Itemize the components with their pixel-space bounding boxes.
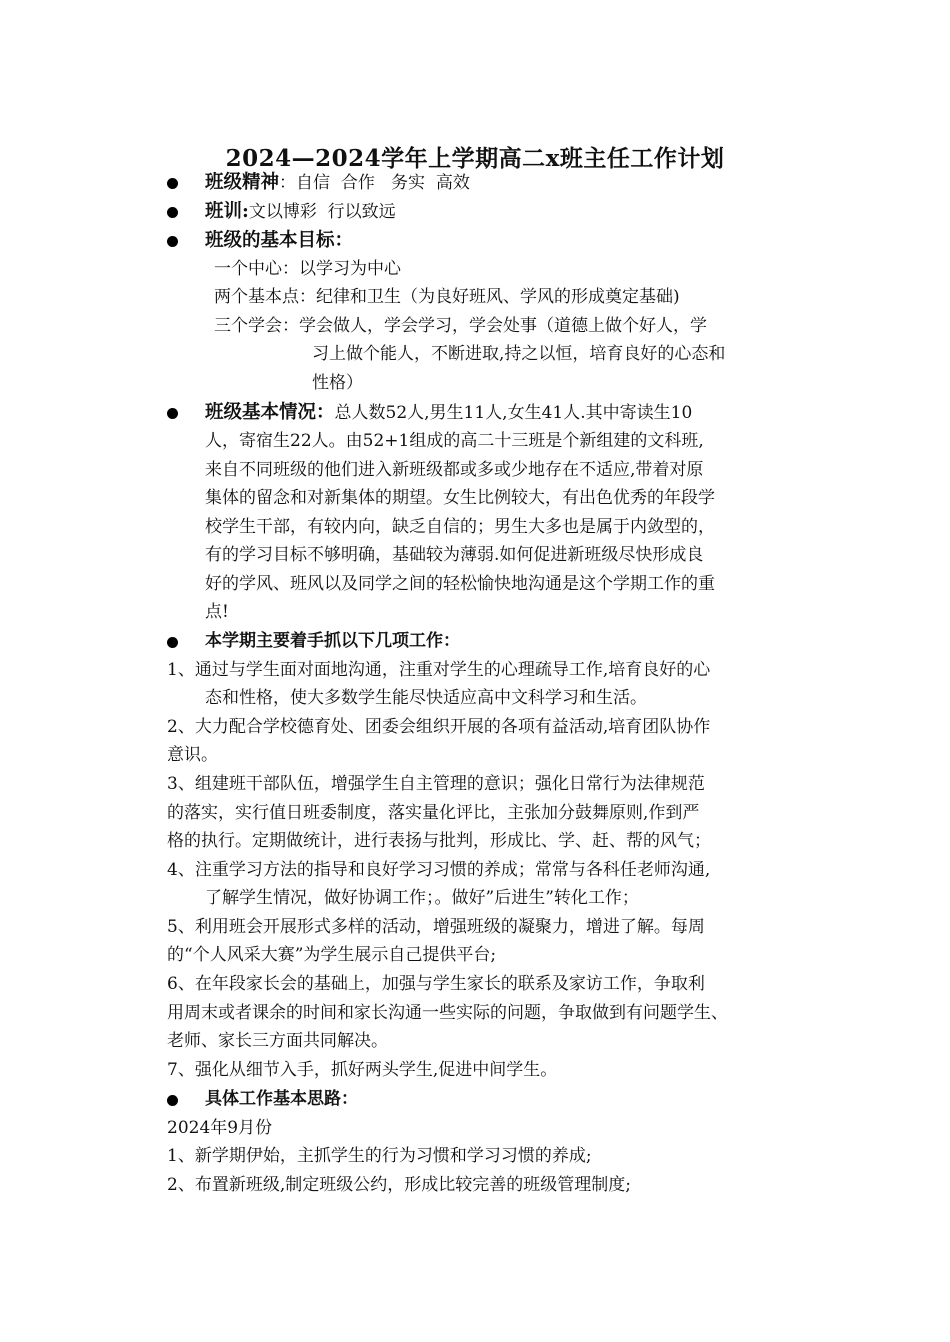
goals-heading: 班级的基本目标： [205,230,354,251]
spirit-label: 班级精神 [205,172,280,193]
spirit-line [205,174,470,193]
goal-item: 性格） [312,373,363,393]
bullet-icon [167,1095,178,1106]
plan-line: 2、布置新班级,制定班级公约，形成比较完善的班级管理制度; [167,1175,631,1195]
document-title: 2024—2024学年上学期高二x班主任工作计划 [225,145,725,172]
basic-line: 好的学风、班风以及同学之间的轻松愉快地沟通是这个学期工作的重 [205,574,715,594]
basic-text: 总人数52人,男生11人,女生41人.其中寄读生10 [334,403,693,423]
task-line: 格的执行。定期做统计，进行表扬与批判，形成比、学、赶、帮的风气； [167,831,711,851]
basic-line: 点! [205,602,229,622]
task-line: 的“个人风采大赛”为学生展示自己提供平台; [167,945,497,965]
task-line: 4、注重学习方法的指导和良好学习习惯的养成；常常与各科任老师沟通, [167,860,711,880]
task-line: 3、组建班干部队伍，增强学生自主管理的意识；强化日常行为法律规范 [167,774,705,794]
basic-heading: 班级基本情况： [205,402,335,423]
task-line: 老师、家长三方面共同解决。 [167,1031,388,1051]
task-line: 的落实，实行值日班委制度，落实量化评比，主张加分鼓舞原则,作到严 [167,803,700,823]
bullet-icon [167,178,178,189]
bullet-icon [167,408,178,419]
goal-item: 习上做个能人，不断进取,持之以恒，培育良好的心态和 [312,344,726,364]
motto-line [205,203,396,222]
basic-line: 校学生干部，有较内向，缺乏自信的；男生大多也是属于内敛型的， [205,517,715,537]
task-line: 态和性格，使大多数学生能尽快适应高中文科学习和生活。 [205,688,647,708]
motto-label: 班训: [205,201,249,222]
task-line: 2、大力配合学校德育处、团委会组织开展的各项有益活动,培育团队协作 [167,717,711,737]
plan-month: 2024年9月份 [167,1118,273,1138]
task-line: 5、利用班会开展形式多样的活动，增强班级的凝聚力，增进了解。每周 [167,917,705,937]
task-line: 7、强化从细节入手，抓好两头学生,促进中间学生。 [167,1060,558,1080]
bullet-icon [167,207,178,218]
task-line: 意识。 [167,745,218,765]
basic-first-line [205,404,692,423]
tasks-heading: 本学期主要着手抓以下几项工作： [205,631,460,651]
goal-item: 两个基本点：纪律和卫生（为良好班风、学风的形成奠定基础) [214,287,680,307]
basic-line: 有的学习目标不够明确，基础较为薄弱.如何促进新班级尽快形成良 [205,545,704,565]
plan-heading: 具体工作基本思路： [205,1089,358,1109]
goal-item: 三个学会：学会做人，学会学习，学会处事（道德上做个好人，学 [214,316,707,336]
task-line: 6、在年段家长会的基础上，加强与学生家长的联系及家访工作，争取利 [167,974,705,994]
basic-line: 人，寄宿生22人。由52+1组成的高二十三班是个新组建的文科班, [205,431,704,451]
task-line: 用周末或者课余的时间和家长沟通一些实际的问题，争取做到有问题学生、 [167,1003,728,1023]
bullet-icon [167,637,178,648]
basic-line: 集体的留念和对新集体的期望。女生比例较大，有出色优秀的年段学 [205,488,715,508]
task-line: 了解学生情况，做好协调工作；。做好”后进生”转化工作； [205,888,639,908]
plan-line: 1、新学期伊始，主抓学生的行为习惯和学习习惯的养成; [167,1146,592,1166]
task-line: 1、通过与学生面对面地沟通，注重对学生的心理疏导工作,培育良好的心 [167,660,711,680]
bullet-icon [167,236,178,247]
basic-line: 来自不同班级的他们进入新班级都或多或少地存在不适应,带着对原 [205,460,704,480]
spirit-sep: ： [279,173,297,193]
motto-text: 文以博彩 行以致远 [248,202,396,222]
spirit-text: 自信 合作 务实 高效 [296,173,470,193]
goal-item: 一个中心：以学习为中心 [214,259,401,279]
